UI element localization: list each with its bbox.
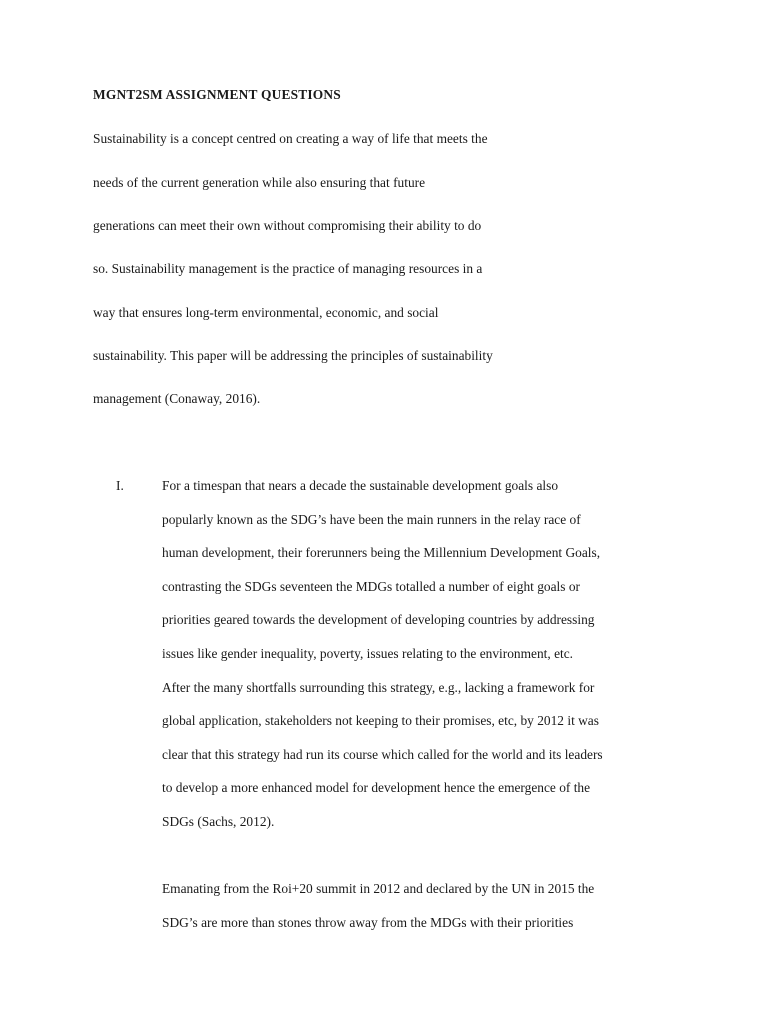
document-title: MGNT2SM ASSIGNMENT QUESTIONS [93,87,341,102]
item-line: issues like gender inequality, poverty, issues relating to the environment, etc. [162,646,574,661]
intro-line: needs of the current generation while also ensuring that future [93,175,426,190]
intro-line: sustainability. This paper will be addressing the principles of sustainability [93,348,493,363]
intro-line: management (Conaway, 2016). [93,391,261,406]
item-line: popularly known as the SDG’s have been the main runners in the relay race of [162,512,581,527]
item-line: to develop a more enhanced model for development hence the emergence of the [162,780,591,795]
item-line: contrasting the SDGs seventeen the MDGs totalled a number of eight goals or [162,579,580,594]
list-marker: I. [116,478,124,493]
item-line: Emanating from the Roi+20 summit in 2012 and declared by the UN in 2015 the [162,881,595,896]
item-line: clear that this strategy had run its course which called for the world and its leaders [162,747,603,762]
item-line: human development, their forerunners being the Millennium Development Goals, [162,545,601,560]
item-line: For a timespan that nears a decade the sustainable development goals also [162,478,559,493]
item-line: SDGs (Sachs, 2012). [162,814,275,829]
item-line: global application, stakeholders not keeping to their promises, etc, by 2012 it was [162,713,599,728]
item-line: priorities geared towards the development of developing countries by addressing [162,612,595,627]
intro-line: way that ensures long-term environmental, economic, and social [93,305,439,320]
item-line: SDG’s are more than stones throw away from the MDGs with their priorities [162,915,574,930]
intro-line: Sustainability is a concept centred on creating a way of life that meets the [93,131,488,146]
item-line: After the many shortfalls surrounding this strategy, e.g., lacking a framework for [162,680,595,695]
intro-line: so. Sustainability management is the practice of managing resources in a [93,261,483,276]
intro-line: generations can meet their own without compromising their ability to do [93,218,482,233]
